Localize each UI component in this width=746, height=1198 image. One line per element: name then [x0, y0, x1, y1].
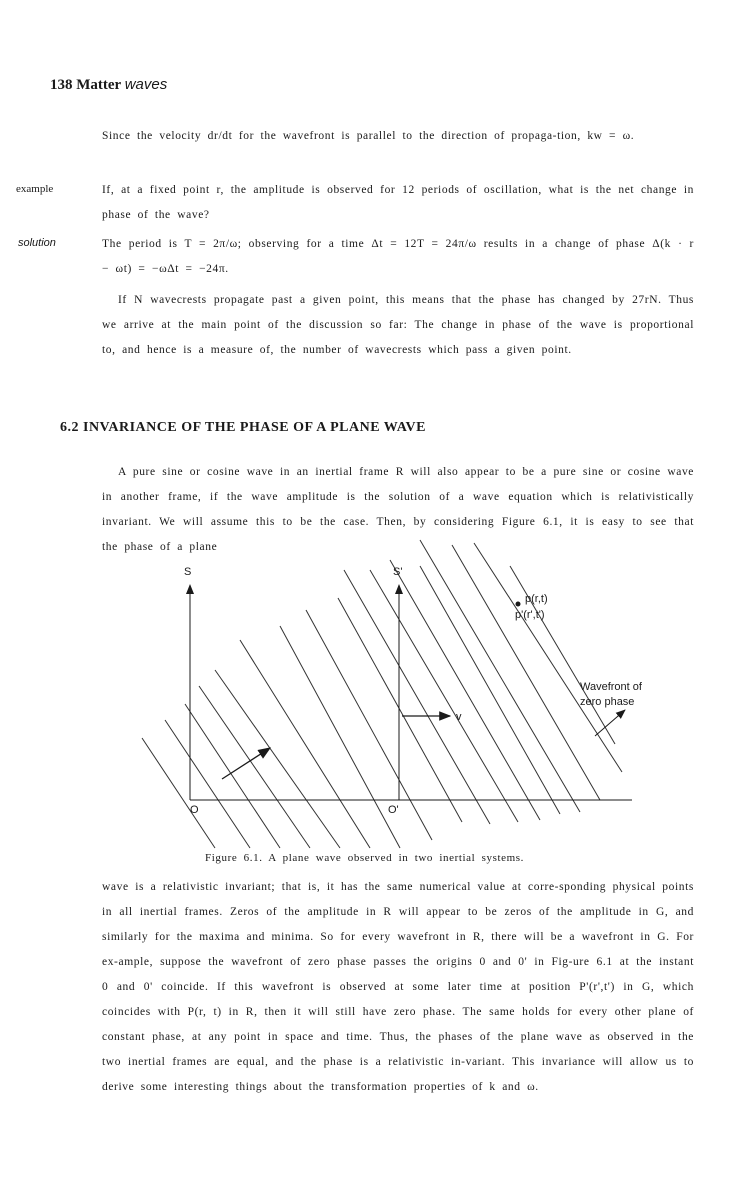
- solution-label: solution: [18, 237, 56, 249]
- label-p-prime: p'(r',t'): [515, 609, 545, 621]
- wavefront-line: [280, 626, 400, 848]
- example-label: example: [16, 183, 54, 195]
- label-v: v: [456, 711, 462, 723]
- wavefront-line: [306, 610, 432, 840]
- chapter-name: Matter: [76, 77, 121, 93]
- label-o: O: [190, 804, 199, 816]
- example-text: If, at a fixed point r, the amplitude is observed for 12 periods of oscillation, what is the net change in phase of the wave?: [102, 184, 694, 221]
- wavefront-lines: [142, 540, 622, 848]
- paragraph-relativistic-invariant: wave is a relativistic invariant; that is, it has the same numerical value at corre-sponding physical points in all inertial frames. Zeros of the amplitude in R will appear to be zeros of the amplitude in G, and similarly for the maxima and minima. So for every wavefront in R, there will be a wavefront in G. For ex-ample, suppose the wavefront of zero phase passes the origins 0 and 0' in Fig-ure 6.1 at the instant 0 and 0' coincide. If this wavefront is observed at some later time at position P'(r',t') in G, which coincides with P(r, t) in R, then it will still have zero phase. The same holds for every other plane of constant phase, at any point in space and time. Thus, the phases of the plane wave as observed in the two inertial frames are equal, and the phase is a relativistic in-variant. This invariance will allow us to derive some interesting things about the transformation properties of k and ω.: [102, 881, 694, 1093]
- wavefront-line: [338, 598, 462, 822]
- wavefront-pointer-arrow: [595, 710, 625, 736]
- wavefront-line: [142, 738, 215, 848]
- figure-caption: Figure 6.1. A plane wave observed in two inertial systems.: [205, 852, 525, 864]
- wavefront-line: [199, 686, 310, 848]
- section-title: 6.2 INVARIANCE OF THE PHASE OF A PLANE WAVE: [60, 420, 426, 435]
- wavefront-line: [185, 704, 280, 848]
- paragraph-invariance-intro: A pure sine or cosine wave in an inertial frame R will also appear to be a pure sine or cosine wave in another frame, if the wave amplitude is the solution of a wave equation which is relativistically invariant. We will assume this to be the case. Then, by considering Figure 6.1, it is easy to see that the phase of a plane: [102, 466, 694, 553]
- wavefront-line: [452, 545, 600, 800]
- paragraph-wavecrests: If N wavecrests propagate past a given point, this means that the phase has changed by 27rN. Thus we arrive at the main point of the discussion so far: The change in phase of the wave is proportional to, and hence is a measure of, the number of wavecrests which pass a given point.: [102, 294, 694, 356]
- chapter-name-italic: waves: [124, 76, 168, 93]
- wavefront-line: [474, 543, 622, 772]
- label-s: S: [184, 566, 192, 578]
- label-o-prime: O': [388, 804, 399, 816]
- point-p: [516, 602, 521, 607]
- wavefront-line: [420, 540, 580, 812]
- paragraph-velocity: Since the velocity dr/dt for the wavefront is parallel to the direction of propaga-tion, kw = ω.: [102, 130, 635, 142]
- wavefront-label-line2: zero phase: [580, 696, 635, 708]
- wavefront-label-line1: Wavefront of: [580, 681, 642, 693]
- solution-text: The period is T = 2π/ω; observing for a time Δt = 12T = 24π/ω results in a change of phase Δ(k · r − ωt) = −ωΔt = −24π.: [102, 238, 694, 275]
- wavefront-line: [215, 670, 340, 848]
- propagation-arrow: [222, 748, 270, 779]
- label-s-prime: S': [393, 566, 403, 578]
- page-number: 138: [50, 77, 73, 93]
- label-p: p(r,t): [525, 593, 548, 605]
